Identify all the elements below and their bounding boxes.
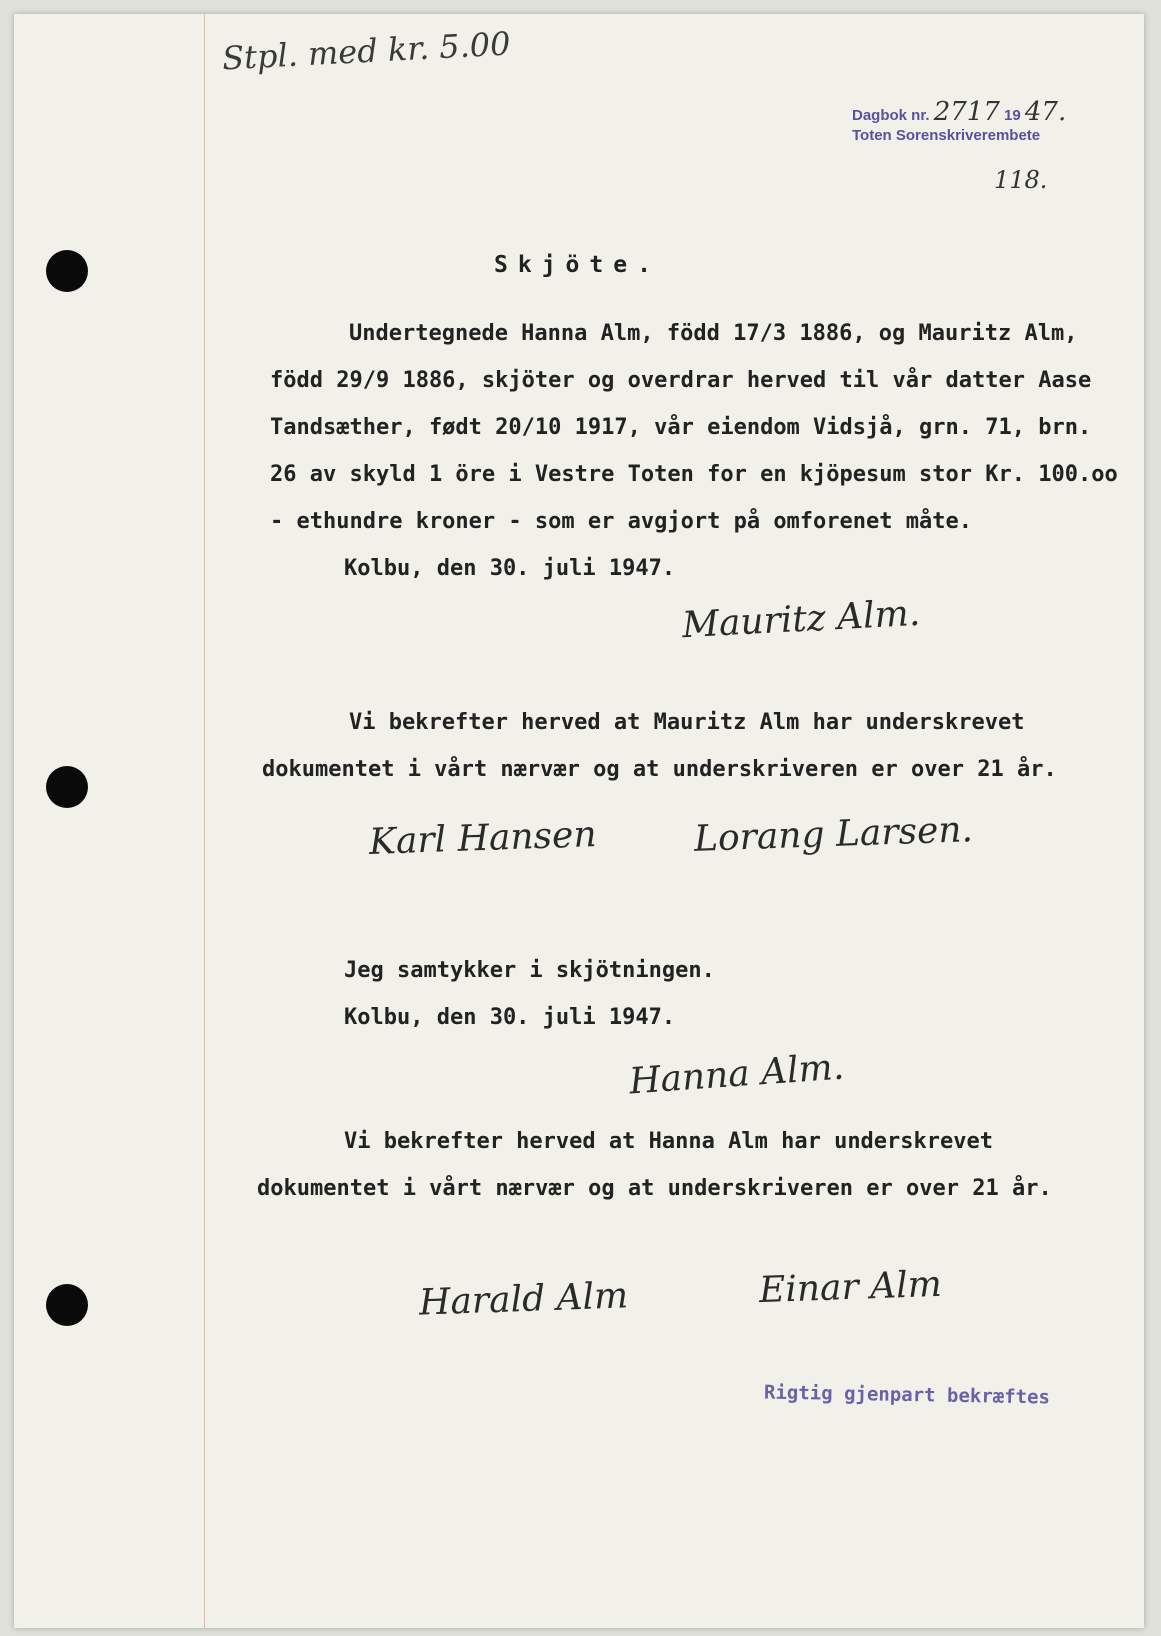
signature-mauritz: Mauritz Alm. xyxy=(681,592,922,647)
date-line-1: Kolbu, den 30. juli 1947. xyxy=(344,556,676,581)
stamp-year: 47. xyxy=(1024,97,1067,127)
paragraph1-line: född 29/9 1886, skjöter og overdrar herved til vår datter Aase xyxy=(270,368,1092,393)
confirmation2-line: Vi bekrefter herved at Hanna Alm har underskrevet xyxy=(344,1129,994,1154)
witness-signature: Lorang Larsen. xyxy=(693,809,974,860)
witness-signature: Einar Alm xyxy=(758,1263,943,1312)
document-title: Skjöte. xyxy=(494,252,661,278)
stamp-office: Toten Sorenskriverembete xyxy=(852,127,1041,144)
signature-hanna: Hanna Alm. xyxy=(627,1046,846,1103)
registry-stamp xyxy=(852,97,1067,146)
witness-signature: Harald Alm xyxy=(418,1275,629,1324)
consent-line: Jeg samtykker i skjötningen. xyxy=(344,958,715,983)
paragraph1-line: Tandsæther, født 20/10 1917, vår eiendom Vidsjå, grn. 71, brn. xyxy=(270,415,1092,440)
confirmation1-line: dokumentet i vårt nærvær og at underskriveren er over 21 år. xyxy=(262,757,1057,782)
paragraph1-line: 26 av skyld 1 öre i Vestre Toten for en kjöpesum stor Kr. 100.oo xyxy=(270,462,1118,487)
confirmation1-line: Vi bekrefter herved at Mauritz Alm har underskrevet xyxy=(349,710,1025,735)
stamp-duty-note: Stpl. med kr. 5.00 xyxy=(221,24,512,78)
paragraph1-line: Undertegnede Hanna Alm, född 17/3 1886, og Mauritz Alm, xyxy=(349,321,1078,346)
stamp-diary-number: 2717 xyxy=(933,97,1000,127)
certified-copy-stamp: Rigtig gjenpart bekræftes xyxy=(763,1381,1051,1409)
folio-number: 118. xyxy=(994,166,1048,194)
punch-hole-middle xyxy=(46,766,88,808)
confirmation2-line: dokumentet i vårt nærvær og at underskriveren er over 21 år. xyxy=(257,1176,1052,1201)
stamp-diary-label: Dagbok nr. xyxy=(852,107,930,124)
witness-signature: Karl Hansen xyxy=(368,814,598,863)
paragraph1-line: - ethundre kroner - som er avgjort på omforenet måte. xyxy=(270,509,972,534)
margin-line xyxy=(204,14,205,1628)
punch-hole-bottom xyxy=(46,1284,88,1326)
punch-hole-top xyxy=(46,250,88,292)
date-line-2: Kolbu, den 30. juli 1947. xyxy=(344,1005,676,1030)
stamp-year-prefix: 19 xyxy=(1004,107,1021,124)
document-page xyxy=(14,14,1144,1628)
